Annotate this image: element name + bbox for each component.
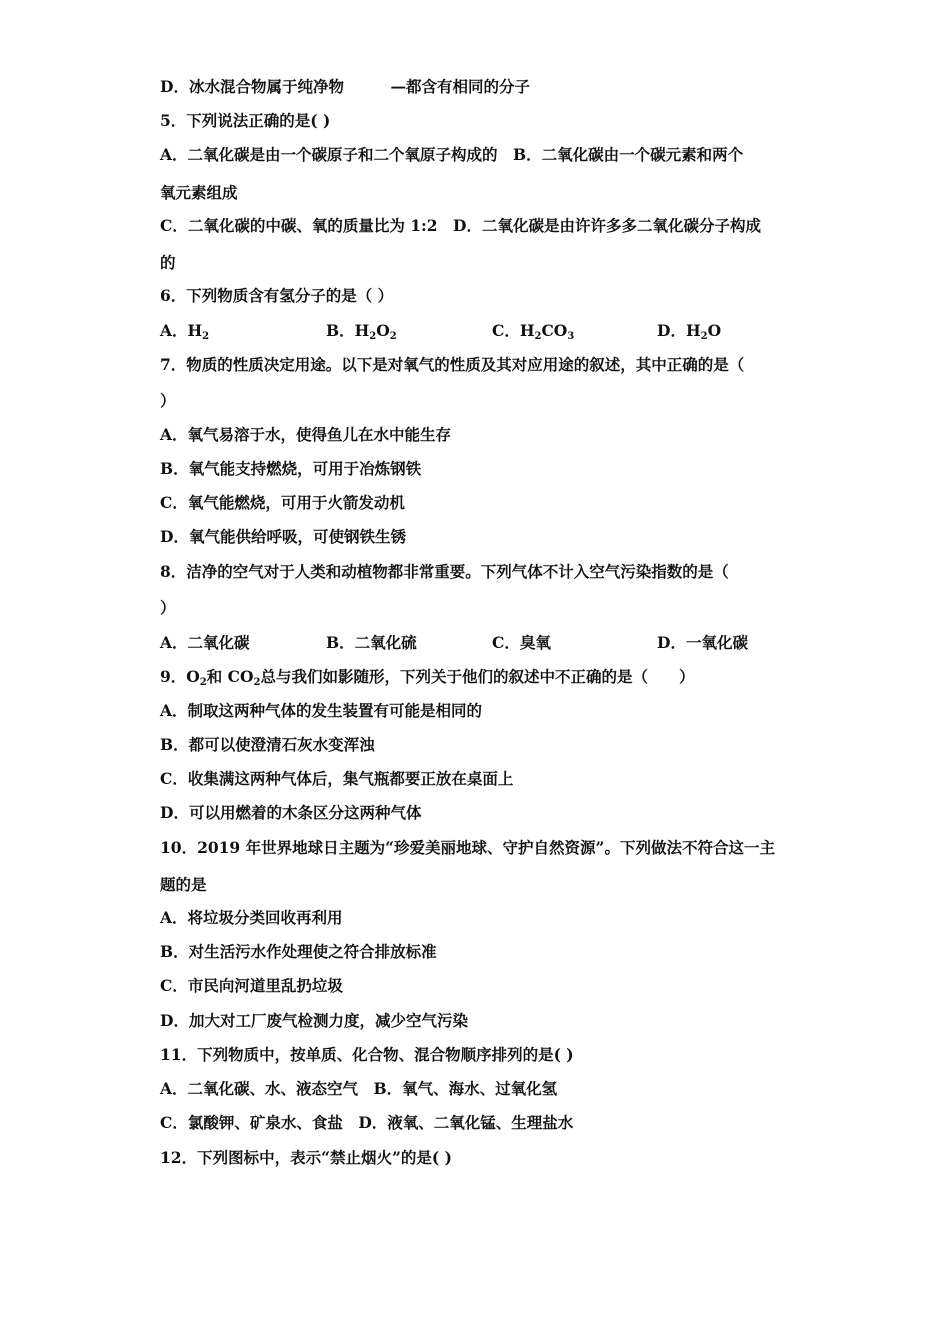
q8-option-b: B．二氧化硫 [326, 633, 417, 652]
q6-option-d: D．$H_2O$ [657, 321, 722, 342]
q9-option-c: C．收集满这两种气体后，集气瓶都要正放在桌面上 [160, 769, 514, 788]
q6-options [160, 321, 760, 341]
q10-option-c: C．市民向河道里乱扔垃圾 [160, 976, 343, 995]
q8-option-d: D．一氧化碳 [657, 633, 748, 652]
q4-option-d: D．冰水混合物属于纯净物 —都含有相同的分子 [160, 77, 530, 96]
q8-options [160, 633, 760, 653]
q10-stem-line2: 题的是 [160, 875, 207, 894]
q6-option-b: B．$H_2O_2$ [326, 321, 397, 342]
q7-option-c: C．氧气能燃烧，可用于火箭发动机 [160, 493, 405, 512]
q5-options-ab-line2: 氧元素组成 [160, 183, 238, 202]
q7-option-a: A．氧气易溶于水，使得鱼儿在水中能生存 [160, 425, 452, 444]
q9-option-a: A．制取这两种气体的发生装置有可能是相同的 [160, 701, 483, 720]
q8-stem-line1: 8．洁净的空气对于人类和动植物都非常重要。下列气体不计入空气污染指数的是（ [160, 562, 729, 581]
q12-stem: 12．下列图标中，表示“禁止烟火”的是( ) [160, 1148, 452, 1167]
q5-options-cd-line1: C．二氧化碳的中碳、氧的质量比为 1:2 D．二氧化碳是由许许多多二氧化碳分子构成 [160, 216, 761, 235]
q7-option-d: D．氧气能供给呼吸，可使钢铁生锈 [160, 527, 406, 546]
q11-options-cd: C．氯酸钾、矿泉水、食盐 D．液氧、二氧化锰、生理盐水 [160, 1113, 574, 1132]
q6-stem: 6．下列物质含有氢分子的是（ ） [160, 286, 394, 305]
q10-option-d: D．加大对工厂废气检测力度，减少空气污染 [160, 1011, 468, 1030]
q5-options-ab-line1: A．二氧化碳是由一个碳原子和二个氧原子构成的 B．二氧化碳由一个碳元素和两个 [160, 145, 744, 164]
q5-stem: 5．下列说法正确的是( ) [160, 111, 331, 130]
q7-stem-line2: ） [160, 391, 176, 410]
q6-option-a: A．$H_2$ [160, 321, 210, 342]
q10-option-b: B．对生活污水作处理使之符合排放标准 [160, 942, 437, 961]
q7-option-b: B．氧气能支持燃烧，可用于冶炼钢铁 [160, 459, 422, 478]
q6-option-c: C．$H_2CO_3$ [492, 321, 575, 342]
q11-stem: 11．下列物质中，按单质、化合物、混合物顺序排列的是( ) [160, 1045, 574, 1064]
q9-option-b: B．都可以使澄清石灰水变浑浊 [160, 735, 375, 754]
q7-stem-line1: 7．物质的性质决定用途。以下是对氧气的性质及其对应用途的叙述，其中正确的是（ [160, 355, 745, 374]
q9-option-d: D．可以用燃着的木条区分这两种气体 [160, 803, 422, 822]
q8-option-c: C．臭氧 [492, 633, 551, 652]
q11-options-ab: A．二氧化碳、水、液态空气 B．氧气、海水、过氧化氢 [160, 1079, 558, 1098]
q8-stem-line2: ） [160, 598, 176, 617]
q5-options-cd-line2: 的 [160, 253, 176, 272]
q9-stem: 9．$O_2$和 $CO_2$总与我们如影随形，下列关于他们的叙述中不正确的是（ ） [160, 667, 695, 688]
q8-option-a: A．二氧化碳 [160, 633, 250, 652]
q10-stem-line1: 10．2019 年世界地球日主题为“珍爱美丽地球、守护自然资源”。下列做法不符合这一主 [160, 838, 775, 857]
q10-option-a: A．将垃圾分类回收再利用 [160, 908, 343, 927]
